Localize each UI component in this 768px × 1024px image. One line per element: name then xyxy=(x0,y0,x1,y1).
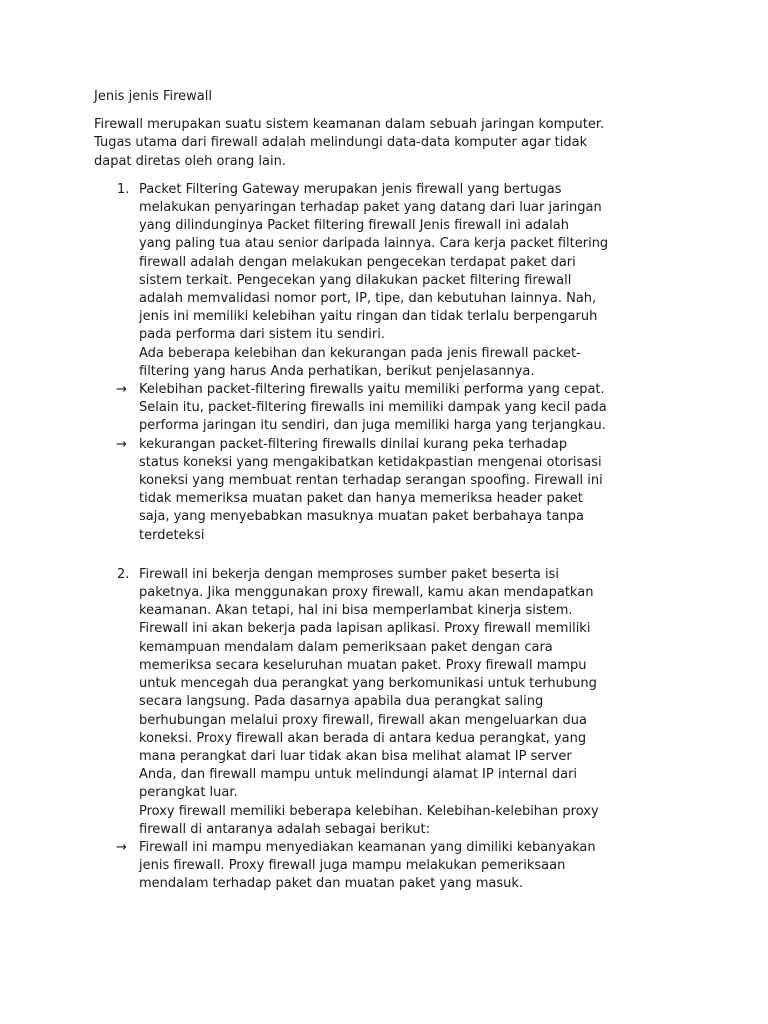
bullet-line: tidak memeriksa muatan paket dan hanya memeriksa header paket xyxy=(139,491,583,507)
bullet-line: kekurangan packet-filtering firewalls dinilai kurang peka terhadap xyxy=(139,436,568,452)
intro-line: Tugas utama dari firewall adalah melindungi data-data komputer agar tidak xyxy=(94,135,588,151)
bullet-line: status koneksi yang mengakibatkan ketidakpastian mengenai otorisasi xyxy=(139,454,602,470)
paragraph-line: secara langsung. Pada dasarnya apabila dua perangkat saling xyxy=(139,694,544,710)
paragraph-line: untuk mencegah dua perangkat yang berkomunikasi untuk terhubung xyxy=(139,676,597,692)
paragraph-line: mana perangkat dari luar tidak akan bisa melihat alamat IP server xyxy=(139,748,572,764)
right-arrow-icon: → xyxy=(116,839,127,855)
intro-paragraph xyxy=(94,116,694,171)
paragraph-line: koneksi. Proxy firewall akan berada di antara kedua perangkat, yang xyxy=(139,730,587,746)
arrow-list-item xyxy=(94,436,694,545)
paragraph-line: Proxy firewall memiliki beberapa kelebihan. Kelebihan-kelebihan proxy xyxy=(139,803,599,819)
list-number: 2. xyxy=(117,566,130,582)
paragraph-line: firewall adalah dengan melakukan pengecekan terdapat paket dari xyxy=(139,254,576,270)
right-arrow-icon: → xyxy=(116,436,127,452)
intro-line: dapat diretas oleh orang lain. xyxy=(94,153,286,169)
document-title: Jenis jenis Firewall xyxy=(94,89,212,104)
paragraph-line: perangkat luar. xyxy=(139,785,238,801)
paragraph-line: yang dilindunginya Packet filtering firewall Jenis firewall ini adalah xyxy=(139,218,569,234)
document-page xyxy=(94,88,694,894)
paragraph-line: jenis ini memiliki kelebihan yaitu ringan dan tidak terlalu berpengaruh xyxy=(139,309,598,325)
bullet-line: terdeteksi xyxy=(139,527,205,543)
paragraph-line: firewall di antaranya adalah sebagai berikut: xyxy=(139,821,430,837)
bullet-line: Kelebihan packet-filtering firewalls yaitu memiliki performa yang cepat. xyxy=(139,382,605,398)
paragraph-line: Ada beberapa kelebihan dan kekurangan pada jenis firewall packet- xyxy=(139,345,581,361)
paragraph-line: Firewall ini bekerja dengan memproses sumber paket beserta isi xyxy=(139,566,559,582)
paragraph-line: Firewall ini akan bekerja pada lapisan aplikasi. Proxy firewall memiliki xyxy=(139,621,591,637)
paragraph-line: sistem terkait. Pengecekan yang dilakukan packet filtering firewall xyxy=(139,272,572,288)
bullet-line: Selain itu, packet-filtering firewalls ini memiliki dampak yang kecil pada xyxy=(139,400,607,416)
intro-line: Firewall merupakan suatu sistem keamanan dalam sebuah jaringan komputer. xyxy=(94,117,605,133)
bullet-line: jenis firewall. Proxy firewall juga mampu melakukan pemeriksaan xyxy=(139,858,566,874)
right-arrow-icon: → xyxy=(116,382,127,398)
list-item-1 xyxy=(94,181,694,381)
bullet-line: Firewall ini mampu menyediakan keamanan yang dimiliki kebanyakan xyxy=(139,839,596,855)
list-number: 1. xyxy=(117,181,130,197)
paragraph-line: yang paling tua atau senior daripada lainnya. Cara kerja packet filtering xyxy=(139,236,609,252)
section-spacer xyxy=(94,545,694,566)
paragraph-line: melakukan penyaringan terhadap paket yang datang dari luar jaringan xyxy=(139,200,602,216)
bullet-line: performa jaringan itu sendiri, dan juga memiliki harga yang terjangkau. xyxy=(139,418,606,434)
paragraph-line: pada performa dari sistem itu sendiri. xyxy=(139,327,385,343)
paragraph-line: memeriksa secara keseluruhan muatan paket. Proxy firewall mampu xyxy=(139,657,587,673)
paragraph-line: Anda, dan firewall mampu untuk melindungi alamat IP internal dari xyxy=(139,767,578,783)
arrow-list-item xyxy=(94,839,694,894)
list-item-2 xyxy=(94,566,694,839)
bullet-line: saja, yang menyebabkan masuknya muatan paket berbahaya tanpa xyxy=(139,509,584,525)
arrow-list-item xyxy=(94,381,694,436)
paragraph-line: berhubungan melalui proxy firewall, firewall akan mengeluarkan dua xyxy=(139,712,587,728)
paragraph-line: Packet Filtering Gateway merupakan jenis firewall yang bertugas xyxy=(139,181,562,197)
paragraph-line: adalah memvalidasi nomor port, IP, tipe, dan kebutuhan lainnya. Nah, xyxy=(139,291,597,307)
paragraph-line: filtering yang harus Anda perhatikan, berikut penjelasannya. xyxy=(139,363,535,379)
bullet-line: mendalam terhadap paket dan muatan paket yang masuk. xyxy=(139,876,524,892)
paragraph-line: paketnya. Jika menggunakan proxy firewall, kamu akan mendapatkan xyxy=(139,585,594,601)
paragraph-line: keamanan. Akan tetapi, hal ini bisa memperlambat kinerja sistem. xyxy=(139,603,573,619)
paragraph-line: kemampuan mendalam dalam pemeriksaan paket dengan cara xyxy=(139,639,553,655)
bullet-line: koneksi yang membuat rentan terhadap serangan spoofing. Firewall ini xyxy=(139,473,603,489)
